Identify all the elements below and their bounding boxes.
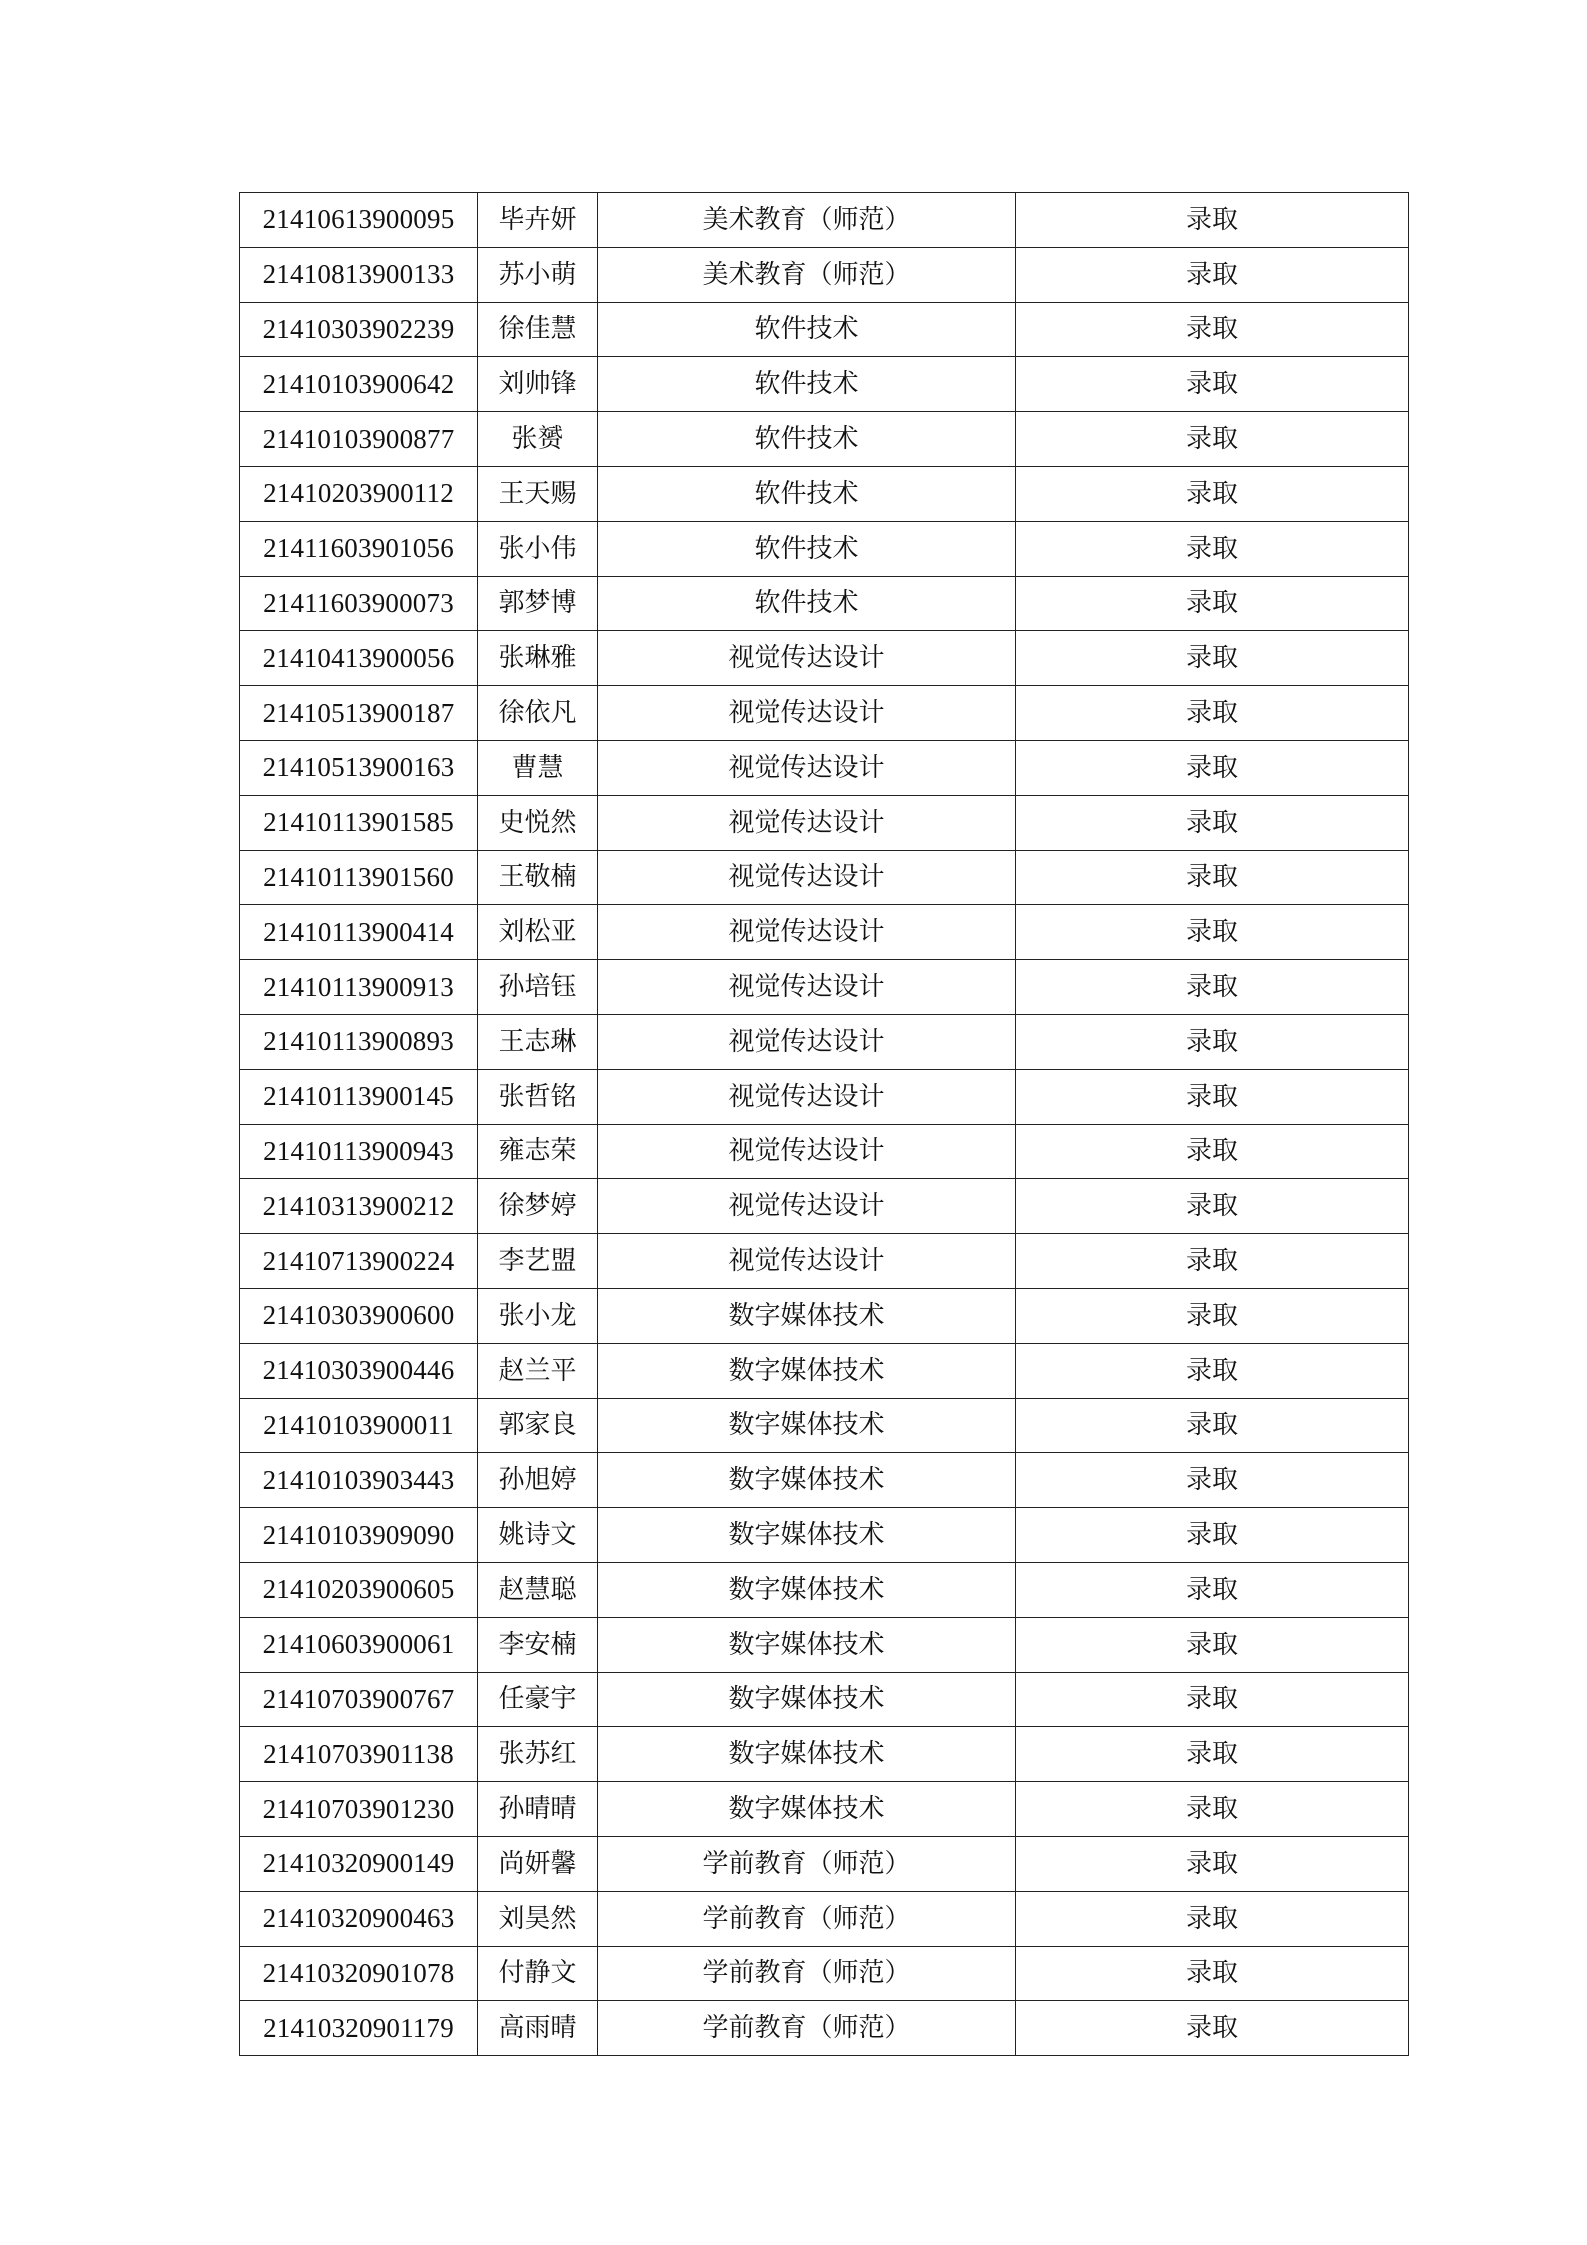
table-row	[240, 1946, 1409, 2001]
major-cell: 软件技术	[598, 576, 1016, 631]
candidate-id-cell: 21410320901078	[240, 1946, 478, 2001]
table-row	[240, 850, 1409, 905]
admission-result-cell: 录取	[1016, 247, 1409, 302]
candidate-id-cell: 21410320900149	[240, 1836, 478, 1891]
candidate-id-cell: 21410103909090	[240, 1508, 478, 1563]
student-name-cell: 任豪宇	[478, 1672, 598, 1727]
student-name-cell: 苏小萌	[478, 247, 598, 302]
candidate-id-cell: 21411603901056	[240, 521, 478, 576]
candidate-id-cell: 21410103900011	[240, 1398, 478, 1453]
major-cell: 学前教育（师范）	[598, 1946, 1016, 2001]
candidate-id-cell: 21410113900913	[240, 960, 478, 1015]
student-name-cell: 孙晴晴	[478, 1782, 598, 1837]
admission-result-cell: 录取	[1016, 193, 1409, 248]
student-name-cell: 王志琳	[478, 1014, 598, 1069]
table-row	[240, 1124, 1409, 1179]
candidate-id-cell: 21410203900112	[240, 466, 478, 521]
admission-result-cell: 录取	[1016, 302, 1409, 357]
candidate-id-cell: 21410103903443	[240, 1453, 478, 1508]
table-row	[240, 1069, 1409, 1124]
admission-result-cell: 录取	[1016, 1836, 1409, 1891]
admission-result-cell: 录取	[1016, 2001, 1409, 2056]
major-cell: 美术教育（师范）	[598, 247, 1016, 302]
admission-result-cell: 录取	[1016, 795, 1409, 850]
table-row	[240, 1234, 1409, 1289]
candidate-id-cell: 21410303900600	[240, 1288, 478, 1343]
candidate-id-cell: 21410113900145	[240, 1069, 478, 1124]
student-name-cell: 张小龙	[478, 1288, 598, 1343]
student-name-cell: 孙旭婷	[478, 1453, 598, 1508]
candidate-id-cell: 21410703901138	[240, 1727, 478, 1782]
major-cell: 数字媒体技术	[598, 1672, 1016, 1727]
candidate-id-cell: 21410303902239	[240, 302, 478, 357]
major-cell: 视觉传达设计	[598, 960, 1016, 1015]
table-row	[240, 1782, 1409, 1837]
student-name-cell: 刘松亚	[478, 905, 598, 960]
student-name-cell: 曹慧	[478, 740, 598, 795]
student-name-cell: 徐梦婷	[478, 1179, 598, 1234]
student-name-cell: 赵慧聪	[478, 1562, 598, 1617]
candidate-id-cell: 21410613900095	[240, 193, 478, 248]
student-name-cell: 郭家良	[478, 1398, 598, 1453]
admission-result-cell: 录取	[1016, 357, 1409, 412]
admission-result-cell: 录取	[1016, 1069, 1409, 1124]
major-cell: 数字媒体技术	[598, 1343, 1016, 1398]
candidate-id-cell: 21410113901585	[240, 795, 478, 850]
student-name-cell: 张苏红	[478, 1727, 598, 1782]
table-row	[240, 576, 1409, 631]
student-name-cell: 张小伟	[478, 521, 598, 576]
admission-result-cell: 录取	[1016, 686, 1409, 741]
major-cell: 数字媒体技术	[598, 1562, 1016, 1617]
major-cell: 视觉传达设计	[598, 1179, 1016, 1234]
major-cell: 数字媒体技术	[598, 1453, 1016, 1508]
candidate-id-cell: 21410203900605	[240, 1562, 478, 1617]
table-row	[240, 1617, 1409, 1672]
candidate-id-cell: 21410413900056	[240, 631, 478, 686]
candidate-id-cell: 21410113900943	[240, 1124, 478, 1179]
student-name-cell: 徐依凡	[478, 686, 598, 741]
major-cell: 视觉传达设计	[598, 740, 1016, 795]
admission-result-cell: 录取	[1016, 412, 1409, 467]
admission-result-cell: 录取	[1016, 1508, 1409, 1563]
student-name-cell: 刘昊然	[478, 1891, 598, 1946]
admission-result-cell: 录取	[1016, 1562, 1409, 1617]
table-row	[240, 521, 1409, 576]
admission-result-cell: 录取	[1016, 1782, 1409, 1837]
admission-result-cell: 录取	[1016, 1727, 1409, 1782]
admission-result-cell: 录取	[1016, 850, 1409, 905]
candidate-id-cell: 21410313900212	[240, 1179, 478, 1234]
table-row	[240, 1014, 1409, 1069]
major-cell: 软件技术	[598, 521, 1016, 576]
candidate-id-cell: 21410513900163	[240, 740, 478, 795]
table-row	[240, 740, 1409, 795]
major-cell: 软件技术	[598, 466, 1016, 521]
table-row	[240, 357, 1409, 412]
table-row	[240, 1179, 1409, 1234]
admission-result-cell: 录取	[1016, 1234, 1409, 1289]
candidate-id-cell: 21410513900187	[240, 686, 478, 741]
major-cell: 数字媒体技术	[598, 1617, 1016, 1672]
major-cell: 视觉传达设计	[598, 631, 1016, 686]
candidate-id-cell: 21410603900061	[240, 1617, 478, 1672]
major-cell: 学前教育（师范）	[598, 2001, 1016, 2056]
student-name-cell: 高雨晴	[478, 2001, 598, 2056]
student-name-cell: 张哲铭	[478, 1069, 598, 1124]
candidate-id-cell: 21410320901179	[240, 2001, 478, 2056]
table-row	[240, 466, 1409, 521]
major-cell: 视觉传达设计	[598, 795, 1016, 850]
major-cell: 软件技术	[598, 412, 1016, 467]
candidate-id-cell: 21410713900224	[240, 1234, 478, 1289]
student-name-cell: 郭梦博	[478, 576, 598, 631]
table-row	[240, 2001, 1409, 2056]
major-cell: 视觉传达设计	[598, 1234, 1016, 1289]
table-row	[240, 1672, 1409, 1727]
table-row	[240, 1398, 1409, 1453]
admission-result-cell: 录取	[1016, 1891, 1409, 1946]
admission-result-cell: 录取	[1016, 466, 1409, 521]
admission-result-cell: 录取	[1016, 521, 1409, 576]
table-row	[240, 1562, 1409, 1617]
major-cell: 学前教育（师范）	[598, 1836, 1016, 1891]
student-name-cell: 赵兰平	[478, 1343, 598, 1398]
major-cell: 数字媒体技术	[598, 1782, 1016, 1837]
candidate-id-cell: 21410320900463	[240, 1891, 478, 1946]
major-cell: 软件技术	[598, 357, 1016, 412]
major-cell: 视觉传达设计	[598, 1124, 1016, 1179]
student-name-cell: 李安楠	[478, 1617, 598, 1672]
admission-result-cell: 录取	[1016, 1179, 1409, 1234]
student-name-cell: 王敬楠	[478, 850, 598, 905]
student-name-cell: 徐佳慧	[478, 302, 598, 357]
candidate-id-cell: 21410103900877	[240, 412, 478, 467]
admission-result-cell: 录取	[1016, 740, 1409, 795]
admission-result-cell: 录取	[1016, 576, 1409, 631]
admission-result-cell: 录取	[1016, 1398, 1409, 1453]
candidate-id-cell: 21410113901560	[240, 850, 478, 905]
admission-result-cell: 录取	[1016, 1343, 1409, 1398]
major-cell: 视觉传达设计	[598, 1069, 1016, 1124]
table-row	[240, 686, 1409, 741]
table-row	[240, 1508, 1409, 1563]
table-row	[240, 905, 1409, 960]
major-cell: 数字媒体技术	[598, 1508, 1016, 1563]
student-name-cell: 姚诗文	[478, 1508, 598, 1563]
student-name-cell: 史悦然	[478, 795, 598, 850]
major-cell: 数字媒体技术	[598, 1398, 1016, 1453]
admission-table	[239, 192, 1409, 2056]
student-name-cell: 刘帅锋	[478, 357, 598, 412]
admission-result-cell: 录取	[1016, 960, 1409, 1015]
admission-result-cell: 录取	[1016, 905, 1409, 960]
admission-result-cell: 录取	[1016, 1617, 1409, 1672]
major-cell: 数字媒体技术	[598, 1288, 1016, 1343]
table-row	[240, 1891, 1409, 1946]
admission-result-cell: 录取	[1016, 1124, 1409, 1179]
major-cell: 视觉传达设计	[598, 686, 1016, 741]
major-cell: 美术教育（师范）	[598, 193, 1016, 248]
candidate-id-cell: 21411603900073	[240, 576, 478, 631]
student-name-cell: 孙培钰	[478, 960, 598, 1015]
major-cell: 视觉传达设计	[598, 905, 1016, 960]
student-name-cell: 张赟	[478, 412, 598, 467]
table-row	[240, 1836, 1409, 1891]
student-name-cell: 付静文	[478, 1946, 598, 2001]
major-cell: 视觉传达设计	[598, 850, 1016, 905]
student-name-cell: 尚妍馨	[478, 1836, 598, 1891]
candidate-id-cell: 21410703900767	[240, 1672, 478, 1727]
candidate-id-cell: 21410703901230	[240, 1782, 478, 1837]
candidate-id-cell: 21410103900642	[240, 357, 478, 412]
candidate-id-cell: 21410813900133	[240, 247, 478, 302]
student-name-cell: 李艺盟	[478, 1234, 598, 1289]
student-name-cell: 雍志荣	[478, 1124, 598, 1179]
table-row	[240, 1343, 1409, 1398]
table-row	[240, 795, 1409, 850]
student-name-cell: 张琳雅	[478, 631, 598, 686]
candidate-id-cell: 21410113900893	[240, 1014, 478, 1069]
admission-table-body	[240, 193, 1409, 2056]
admission-result-cell: 录取	[1016, 1672, 1409, 1727]
table-row	[240, 1453, 1409, 1508]
table-row	[240, 960, 1409, 1015]
admission-result-cell: 录取	[1016, 1453, 1409, 1508]
admission-result-cell: 录取	[1016, 1288, 1409, 1343]
table-row	[240, 193, 1409, 248]
admission-result-cell: 录取	[1016, 1014, 1409, 1069]
table-row	[240, 302, 1409, 357]
admission-result-cell: 录取	[1016, 1946, 1409, 2001]
table-row	[240, 1288, 1409, 1343]
table-row	[240, 1727, 1409, 1782]
major-cell: 视觉传达设计	[598, 1014, 1016, 1069]
student-name-cell: 王天赐	[478, 466, 598, 521]
student-name-cell: 毕卉妍	[478, 193, 598, 248]
major-cell: 软件技术	[598, 302, 1016, 357]
table-row	[240, 412, 1409, 467]
admission-result-cell: 录取	[1016, 631, 1409, 686]
major-cell: 学前教育（师范）	[598, 1891, 1016, 1946]
candidate-id-cell: 21410113900414	[240, 905, 478, 960]
candidate-id-cell: 21410303900446	[240, 1343, 478, 1398]
major-cell: 数字媒体技术	[598, 1727, 1016, 1782]
table-row	[240, 247, 1409, 302]
table-row	[240, 631, 1409, 686]
